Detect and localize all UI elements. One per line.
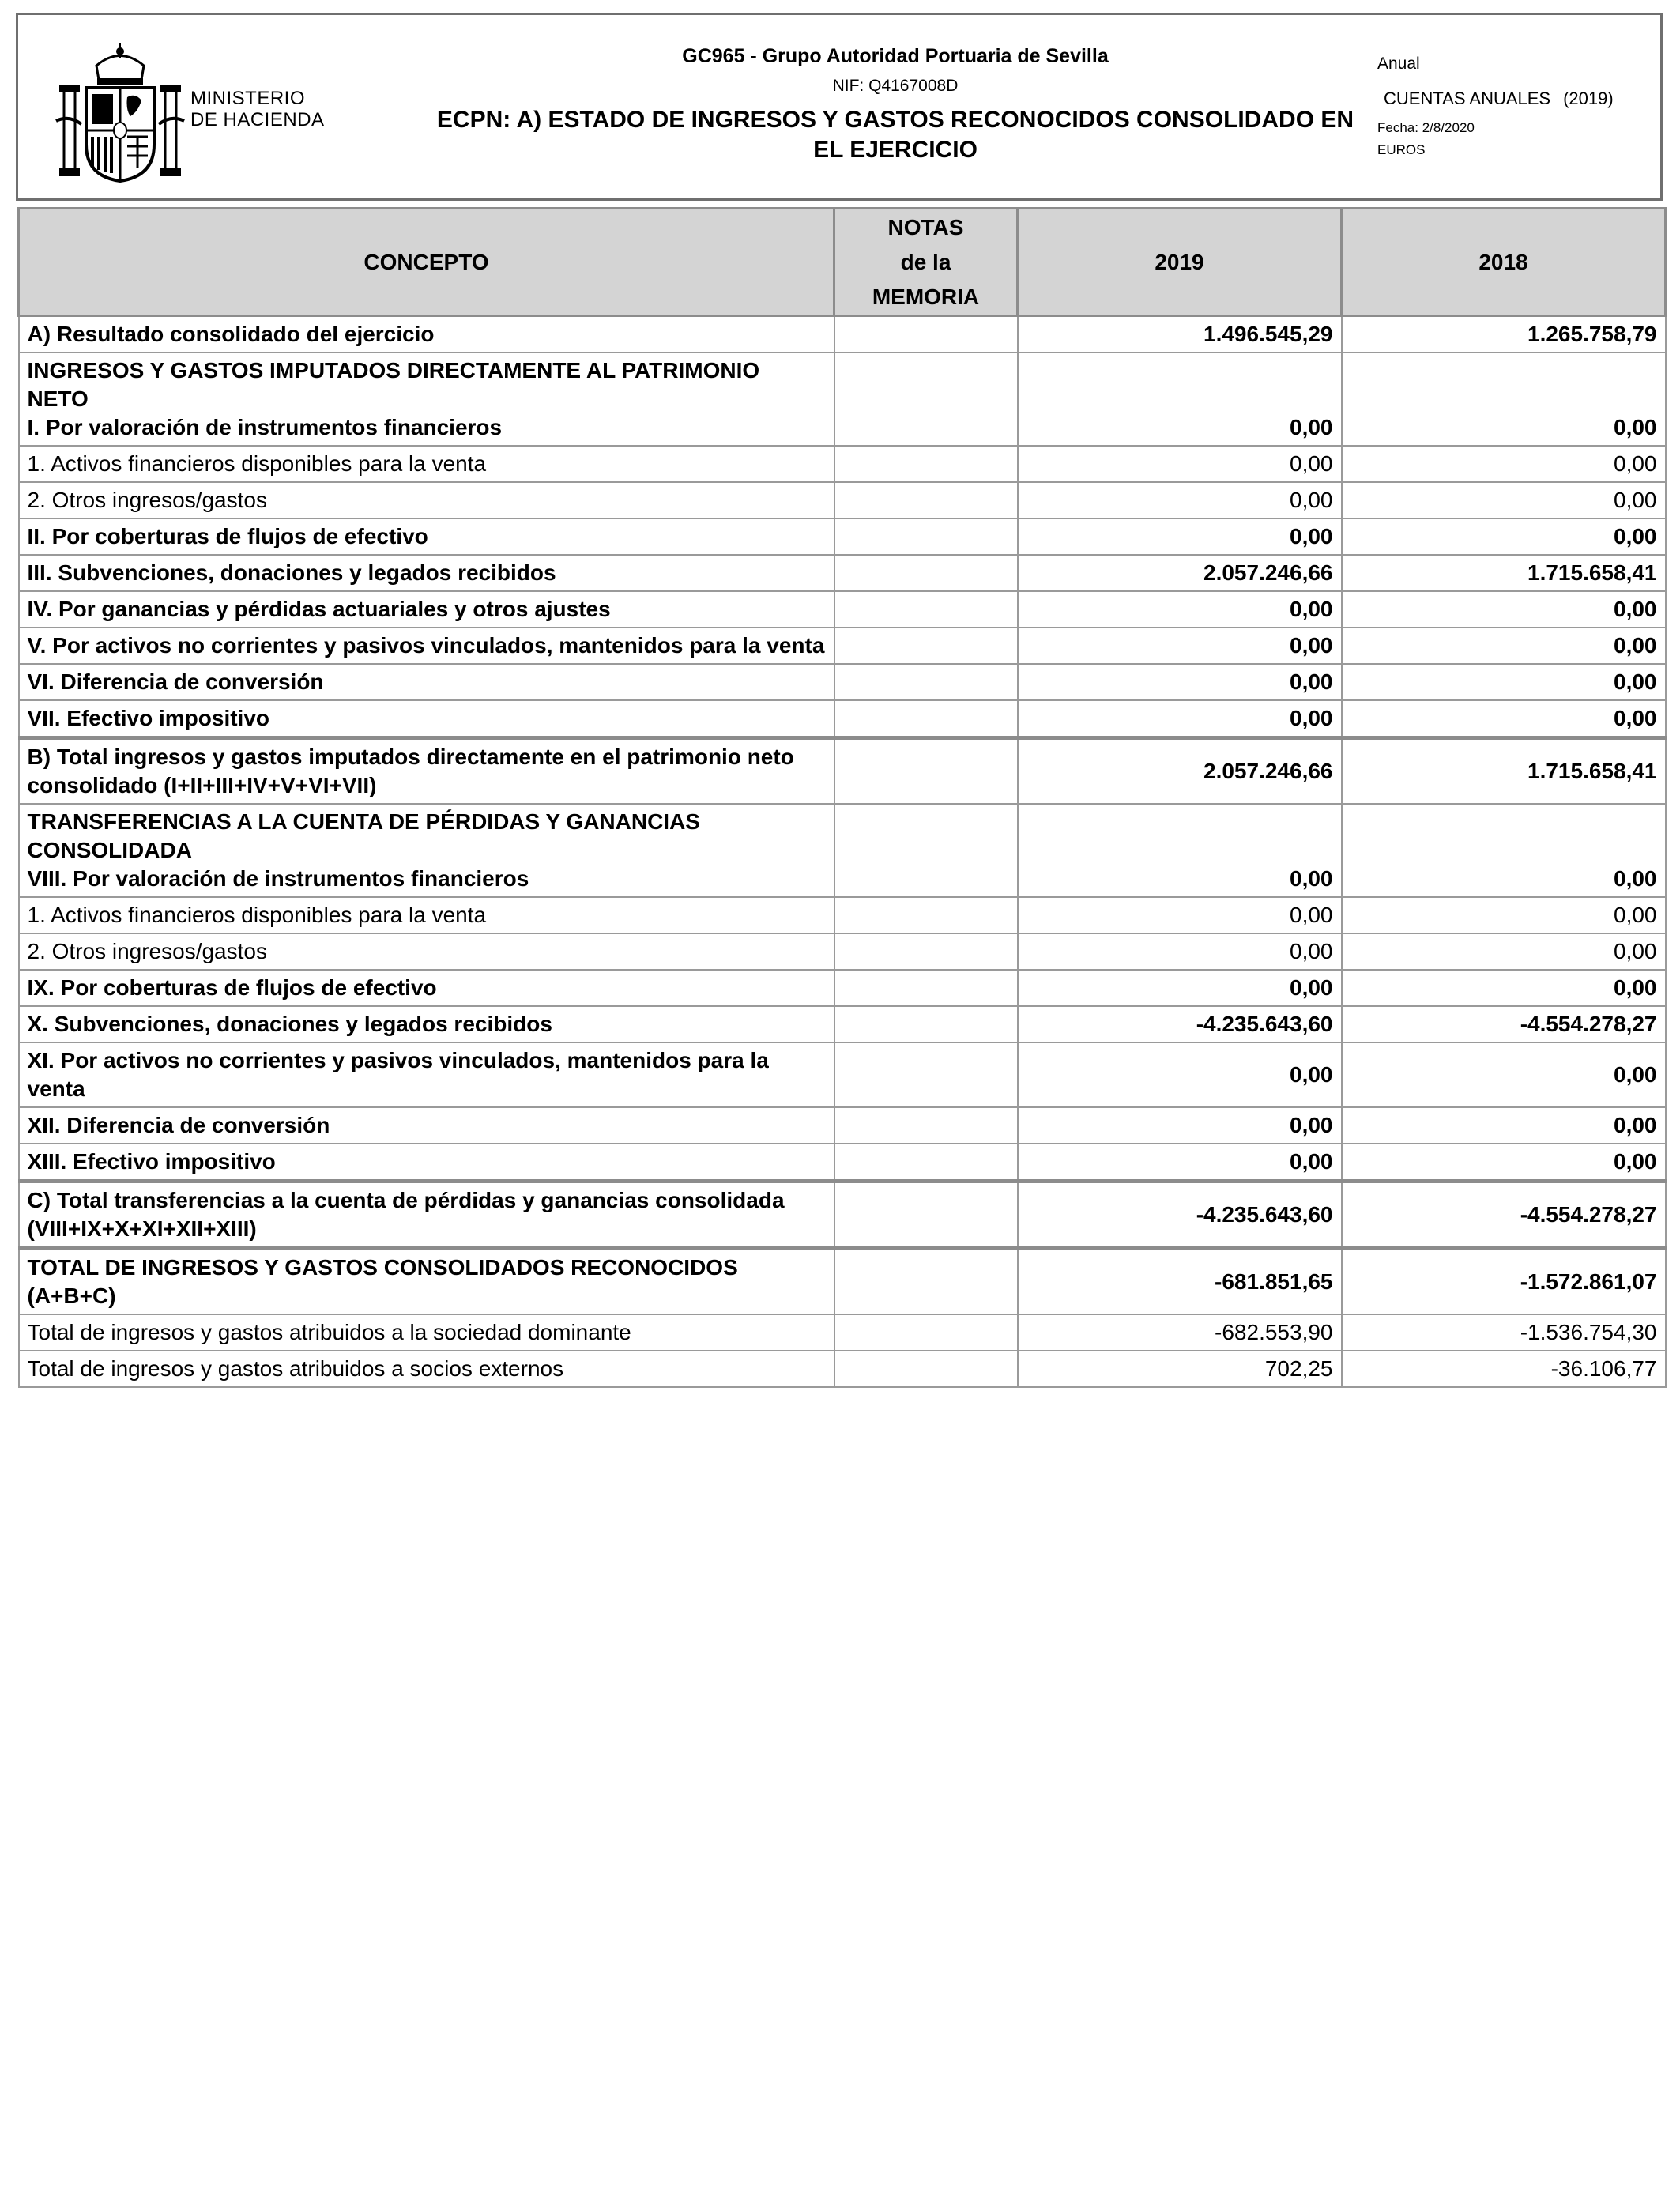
row-value-2019: 0,00 xyxy=(1018,970,1342,1006)
row-value-2019: 1.496.545,29 xyxy=(1018,316,1342,353)
table-row xyxy=(19,1351,1666,1387)
row-notes xyxy=(834,482,1018,518)
row-value-2019: -4.235.643,60 xyxy=(1018,1182,1342,1249)
row-value-2018: -1.536.754,30 xyxy=(1342,1314,1666,1351)
row-value-2018: 0,00 xyxy=(1342,1144,1666,1182)
row-notes xyxy=(834,1144,1018,1182)
row-notes xyxy=(834,933,1018,970)
row-notes xyxy=(834,738,1018,805)
notes-header-line-3: MEMORIA xyxy=(872,284,980,309)
row-notes xyxy=(834,970,1018,1006)
row-concept: C) Total transferencias a la cuenta de pérdidas y ganancias consolidada (VIII+IX+X+XI+XII+XIII) xyxy=(19,1182,834,1249)
row-notes xyxy=(834,700,1018,738)
row-concept: XI. Por activos no corrientes y pasivos vinculados, mantenidos para la venta xyxy=(19,1042,834,1107)
row-value-2018: -36.106,77 xyxy=(1342,1351,1666,1387)
header-center xyxy=(413,43,1377,165)
accounts-type: CUENTAS ANUALES xyxy=(1384,89,1551,108)
row-value-2019: -682.553,90 xyxy=(1018,1314,1342,1351)
document-title xyxy=(413,105,1377,165)
row-concept: 2. Otros ingresos/gastos xyxy=(19,933,834,970)
periodicity: Anual xyxy=(1377,55,1420,73)
row-value-2019: 0,00 xyxy=(1018,1107,1342,1144)
document-title-line-1: ECPN: A) ESTADO DE INGRESOS Y GASTOS RECONOCIDOS CONSOLIDADO EN xyxy=(436,107,1354,133)
row-notes xyxy=(834,352,1018,446)
row-concept: 2. Otros ingresos/gastos xyxy=(19,482,834,518)
row-concept: XIII. Efectivo impositivo xyxy=(19,1144,834,1182)
accounts-year: (2019) xyxy=(1563,89,1614,108)
row-value-2019: 0,00 xyxy=(1018,1042,1342,1107)
table-row xyxy=(19,970,1666,1006)
ministry-line-2: DE HACIENDA xyxy=(190,109,325,130)
row-concept: VII. Efectivo impositivo xyxy=(19,700,834,738)
table-row xyxy=(19,1006,1666,1042)
row-value-2019: 0,00 xyxy=(1018,482,1342,518)
row-concept xyxy=(19,352,834,446)
row-value-2019: 0,00 xyxy=(1018,446,1342,482)
row-concept: B) Total ingresos y gastos imputados directamente en el patrimonio neto consolidado (I+II+III+IV+V+VI+VII) xyxy=(19,738,834,805)
entity-title: GC965 - Grupo Autoridad Portuaria de Sevilla xyxy=(682,45,1109,67)
row-value-2018: 0,00 xyxy=(1342,1042,1666,1107)
row-notes xyxy=(834,591,1018,628)
table-row xyxy=(19,1182,1666,1249)
accounts-label xyxy=(1377,88,1662,110)
row-notes xyxy=(834,804,1018,897)
column-header-2019: 2019 xyxy=(1018,209,1342,316)
table-row xyxy=(19,897,1666,933)
row-value-2019: 2.057.246,66 xyxy=(1018,738,1342,805)
ministry-line-1: MINISTERIO xyxy=(190,88,306,109)
row-concept: Total de ingresos y gastos atribuidos a la sociedad dominante xyxy=(19,1314,834,1351)
row-concept xyxy=(19,804,834,897)
row-concept: VI. Diferencia de conversión xyxy=(19,664,834,700)
row-notes xyxy=(834,518,1018,555)
table-row xyxy=(19,664,1666,700)
row-concept: A) Resultado consolidado del ejercicio xyxy=(19,316,834,353)
section-heading: TRANSFERENCIAS A LA CUENTA DE PÉRDIDAS Y GANANCIAS CONSOLIDADA xyxy=(27,809,700,862)
row-notes xyxy=(834,1006,1018,1042)
row-value-2019: 702,25 xyxy=(1018,1351,1342,1387)
table-header-row xyxy=(19,209,1666,316)
document-header xyxy=(16,13,1663,201)
row-value-2018: 0,00 xyxy=(1342,446,1666,482)
row-notes xyxy=(834,1182,1018,1249)
row-notes xyxy=(834,1314,1018,1351)
row-notes xyxy=(834,1042,1018,1107)
row-value-2018: 0,00 xyxy=(1342,664,1666,700)
row-value-2018: 1.715.658,41 xyxy=(1342,555,1666,591)
row-concept: X. Subvenciones, donaciones y legados recibidos xyxy=(19,1006,834,1042)
row-value-2018: 0,00 xyxy=(1342,628,1666,664)
column-header-2018: 2018 xyxy=(1342,209,1666,316)
row-concept-text: I. Por valoración de instrumentos financieros xyxy=(27,415,503,439)
table-row xyxy=(19,316,1666,353)
row-value-2019: 0,00 xyxy=(1018,628,1342,664)
header-right xyxy=(1377,53,1662,159)
row-value-2018: 0,00 xyxy=(1342,897,1666,933)
row-value-2019: 0,00 xyxy=(1018,804,1342,897)
table-row xyxy=(19,628,1666,664)
row-value-2018: 0,00 xyxy=(1342,804,1666,897)
table-row xyxy=(19,555,1666,591)
row-notes xyxy=(834,446,1018,482)
row-value-2019: 2.057.246,66 xyxy=(1018,555,1342,591)
section-heading: INGRESOS Y GASTOS IMPUTADOS DIRECTAMENTE AL PATRIMONIO NETO xyxy=(27,358,760,411)
row-value-2018: -1.572.861,07 xyxy=(1342,1249,1666,1315)
row-value-2019: 0,00 xyxy=(1018,700,1342,738)
row-concept: II. Por coberturas de flujos de efectivo xyxy=(19,518,834,555)
row-notes xyxy=(834,1351,1018,1387)
row-notes xyxy=(834,1107,1018,1144)
table-row xyxy=(19,1314,1666,1351)
column-header-notes xyxy=(834,209,1018,316)
table-row xyxy=(19,482,1666,518)
row-value-2019: 0,00 xyxy=(1018,933,1342,970)
row-value-2019: 0,00 xyxy=(1018,1144,1342,1182)
row-concept: TOTAL DE INGRESOS Y GASTOS CONSOLIDADOS RECONOCIDOS (A+B+C) xyxy=(19,1249,834,1315)
row-concept: IX. Por coberturas de flujos de efectivo xyxy=(19,970,834,1006)
document-date: Fecha: 2/8/2020 xyxy=(1377,120,1475,135)
row-value-2019: 0,00 xyxy=(1018,664,1342,700)
nif-label: NIF: Q4167008D xyxy=(832,77,959,95)
row-concept: 1. Activos financieros disponibles para la venta xyxy=(19,897,834,933)
table-row xyxy=(19,1249,1666,1315)
table-row xyxy=(19,804,1666,897)
row-notes xyxy=(834,555,1018,591)
row-value-2018: 0,00 xyxy=(1342,970,1666,1006)
row-notes xyxy=(834,628,1018,664)
row-value-2018: 0,00 xyxy=(1342,1107,1666,1144)
ministry-name xyxy=(190,88,325,130)
notes-header-line-2: de la xyxy=(900,249,951,274)
row-value-2018: -4.554.278,27 xyxy=(1342,1182,1666,1249)
row-value-2018: 0,00 xyxy=(1342,482,1666,518)
table-row xyxy=(19,352,1666,446)
row-notes xyxy=(834,316,1018,353)
table-row xyxy=(19,933,1666,970)
row-concept: Total de ingresos y gastos atribuidos a socios externos xyxy=(19,1351,834,1387)
row-value-2018: 1.265.758,79 xyxy=(1342,316,1666,353)
row-value-2018: 0,00 xyxy=(1342,591,1666,628)
row-notes xyxy=(834,897,1018,933)
row-value-2019: -681.851,65 xyxy=(1018,1249,1342,1315)
row-concept: 1. Activos financieros disponibles para la venta xyxy=(19,446,834,482)
row-value-2018: -4.554.278,27 xyxy=(1342,1006,1666,1042)
row-value-2019: 0,00 xyxy=(1018,591,1342,628)
coat-of-arms-logo xyxy=(53,42,187,184)
table-row xyxy=(19,1107,1666,1144)
income-expense-table xyxy=(17,207,1667,1388)
row-concept: III. Subvenciones, donaciones y legados recibidos xyxy=(19,555,834,591)
row-value-2018: 0,00 xyxy=(1342,700,1666,738)
table-row xyxy=(19,738,1666,805)
row-value-2018: 0,00 xyxy=(1342,933,1666,970)
document-title-line-2: EL EJERCICIO xyxy=(813,137,977,163)
notes-header-line-1: NOTAS xyxy=(887,214,964,239)
table-row xyxy=(19,446,1666,482)
row-value-2019: -4.235.643,60 xyxy=(1018,1006,1342,1042)
table-row xyxy=(19,1144,1666,1182)
row-concept-text: VIII. Por valoración de instrumentos financieros xyxy=(27,866,529,891)
row-value-2018: 1.715.658,41 xyxy=(1342,738,1666,805)
table-row xyxy=(19,700,1666,738)
row-value-2019: 0,00 xyxy=(1018,352,1342,446)
row-value-2018: 0,00 xyxy=(1342,518,1666,555)
currency: EUROS xyxy=(1377,142,1426,157)
table-row xyxy=(19,518,1666,555)
row-concept: V. Por activos no corrientes y pasivos vinculados, mantenidos para la venta xyxy=(19,628,834,664)
row-concept: XII. Diferencia de conversión xyxy=(19,1107,834,1144)
row-concept: IV. Por ganancias y pérdidas actuariales y otros ajustes xyxy=(19,591,834,628)
table-row xyxy=(19,591,1666,628)
row-value-2018: 0,00 xyxy=(1342,352,1666,446)
row-notes xyxy=(834,664,1018,700)
row-value-2019: 0,00 xyxy=(1018,518,1342,555)
table-row xyxy=(19,1042,1666,1107)
column-header-concept: CONCEPTO xyxy=(19,209,834,316)
row-value-2019: 0,00 xyxy=(1018,897,1342,933)
row-notes xyxy=(834,1249,1018,1315)
